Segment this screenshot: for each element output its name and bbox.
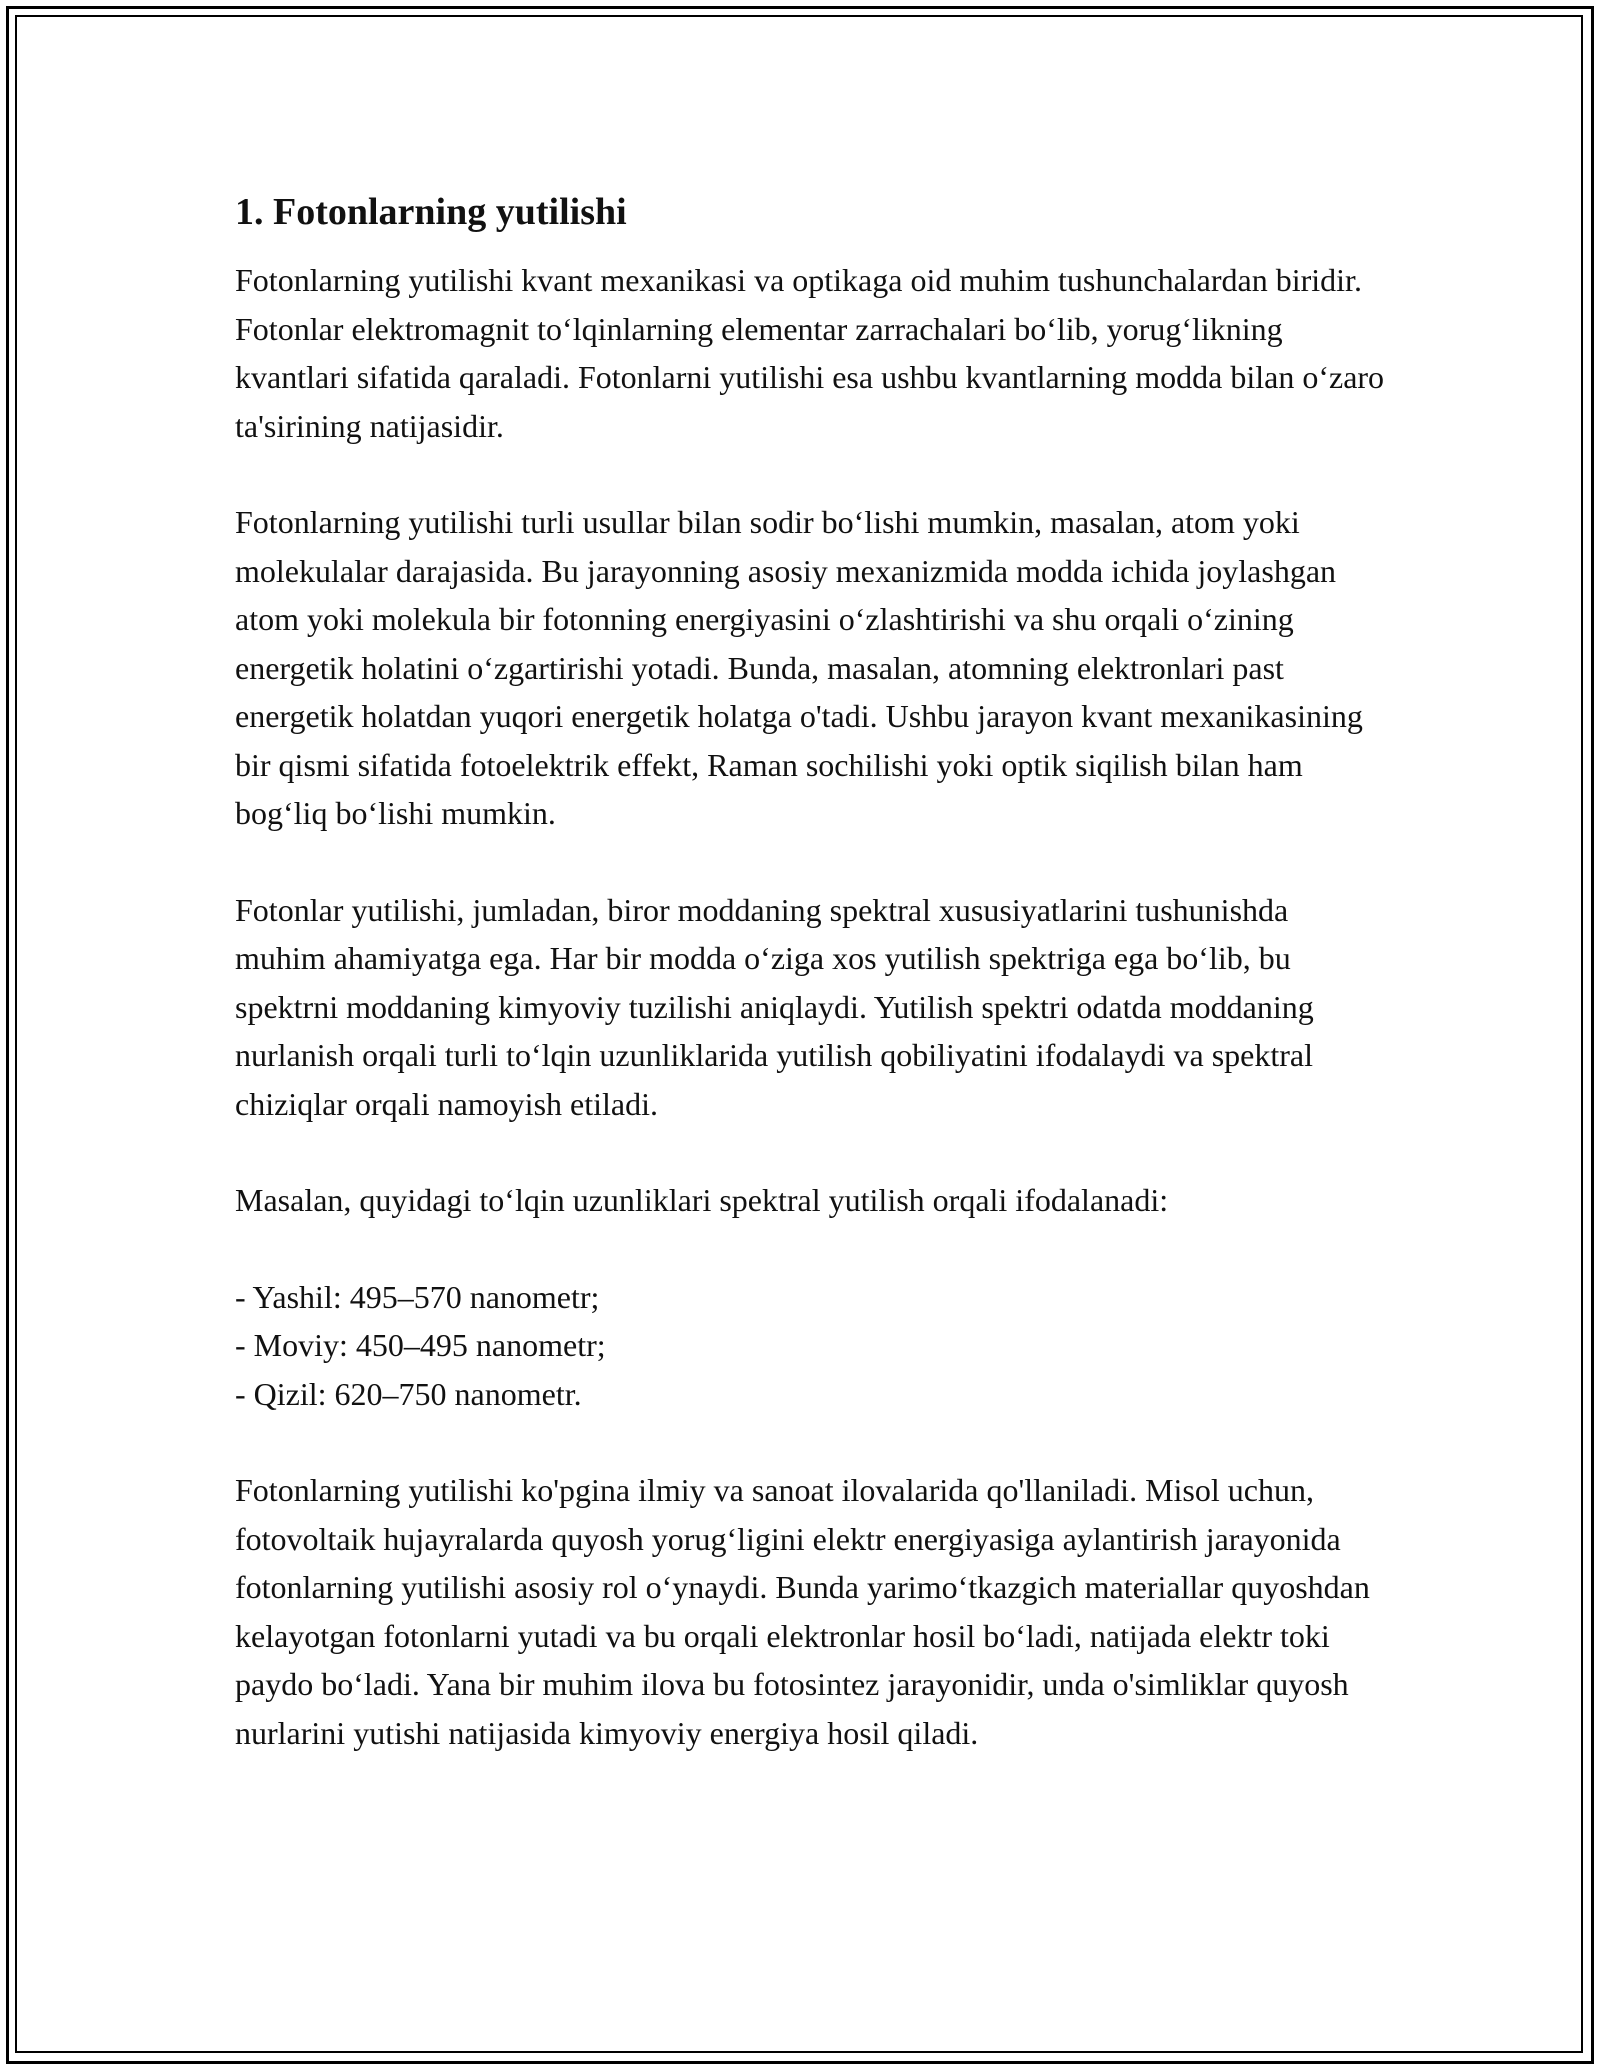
paragraph-mechanism: Fotonlarning yutilishi turli usullar bilan sodir bo‘lishi mumkin, masalan, atom yoki molekulalar darajasida. Bu jarayonning asosiy mexanizmida modda ichida joylashgan atom yoki molekula bir fotonning energiyasini o‘zlashtirishi va shu orqali o‘zining energetik holatini o‘zgartirishi yotadi. Bunda, masalan, atomning elektronlari past energetik holatdan yuqori energetik holatga o'tadi. Ushbu jarayon kvant mexanikasining bir qismi sifatida fotoelektrik effekt, Raman sochilishi yoki optik siqilish bilan ham bog‘liq bo‘lishi mumkin. — [235, 504, 1363, 831]
document-body — [235, 182, 1385, 1805]
section-heading: 1. Fotonlarning yutilishi — [235, 191, 627, 233]
paragraph-intro: Fotonlarning yutilishi kvant mexanikasi va optikaga oid muhim tushunchalardan biridir. Fotonlar elektromagnit to‘lqinlarning elementar zarrachalari bo‘lib, yorug‘likning kvantlari sifatida qaraladi. Fotonlarni yutilishi esa ushbu kvantlarning modda bilan o‘zaro ta'sirining natijasidir. — [235, 262, 1385, 444]
list-item: - Moviy: 450–495 nanometr; — [235, 1327, 606, 1363]
paragraph-applications: Fotonlarning yutilishi ko'pgina ilmiy va sanoat ilovalarida qo'llaniladi. Misol uchun, fotovoltaik hujayralarda quyosh yorug‘ligini elektr energiyasiga aylantirish jarayonida fotonlarning yutilishi asosiy rol o‘ynaydi. Bunda yarimo‘tkazgich materiallar quyoshdan kelayotgan fotonlarni yutadi va bu orqali elektronlar hosil bo‘ladi, natijada elektr toki paydo bo‘ladi. Yana bir muhim ilova bu fotosintez jarayonidir, unda o'simliklar quyosh nurlarini yutishi natijasida kimyoviy energiya hosil qiladi. — [235, 1472, 1370, 1751]
paragraph-example-intro: Masalan, quyidagi to‘lqin uzunliklari spektral yutilish orqali ifodalanadi: — [235, 1182, 1169, 1218]
list-item: - Qizil: 620–750 nanometr. — [235, 1375, 582, 1412]
paragraph-spectra: Fotonlar yutilishi, jumladan, biror moddaning spektral xususiyatlarini tushunishda muhim ahamiyatga ega. Har bir modda o‘ziga xos yutilish spektriga ega bo‘lib, bu spektrni moddaning kimyoviy tuzilishi aniqlaydi. Yutilish spektri odatda moddaning nurlanish orqali turli to‘lqin uzunliklarida yutilish qobiliyatini ifodalaydi va spektral chiziqlar orqali namoyish etiladi. — [235, 891, 1314, 1122]
wavelength-list — [235, 1273, 1385, 1419]
list-item: - Yashil: 495–570 nanometr; — [235, 1278, 600, 1315]
